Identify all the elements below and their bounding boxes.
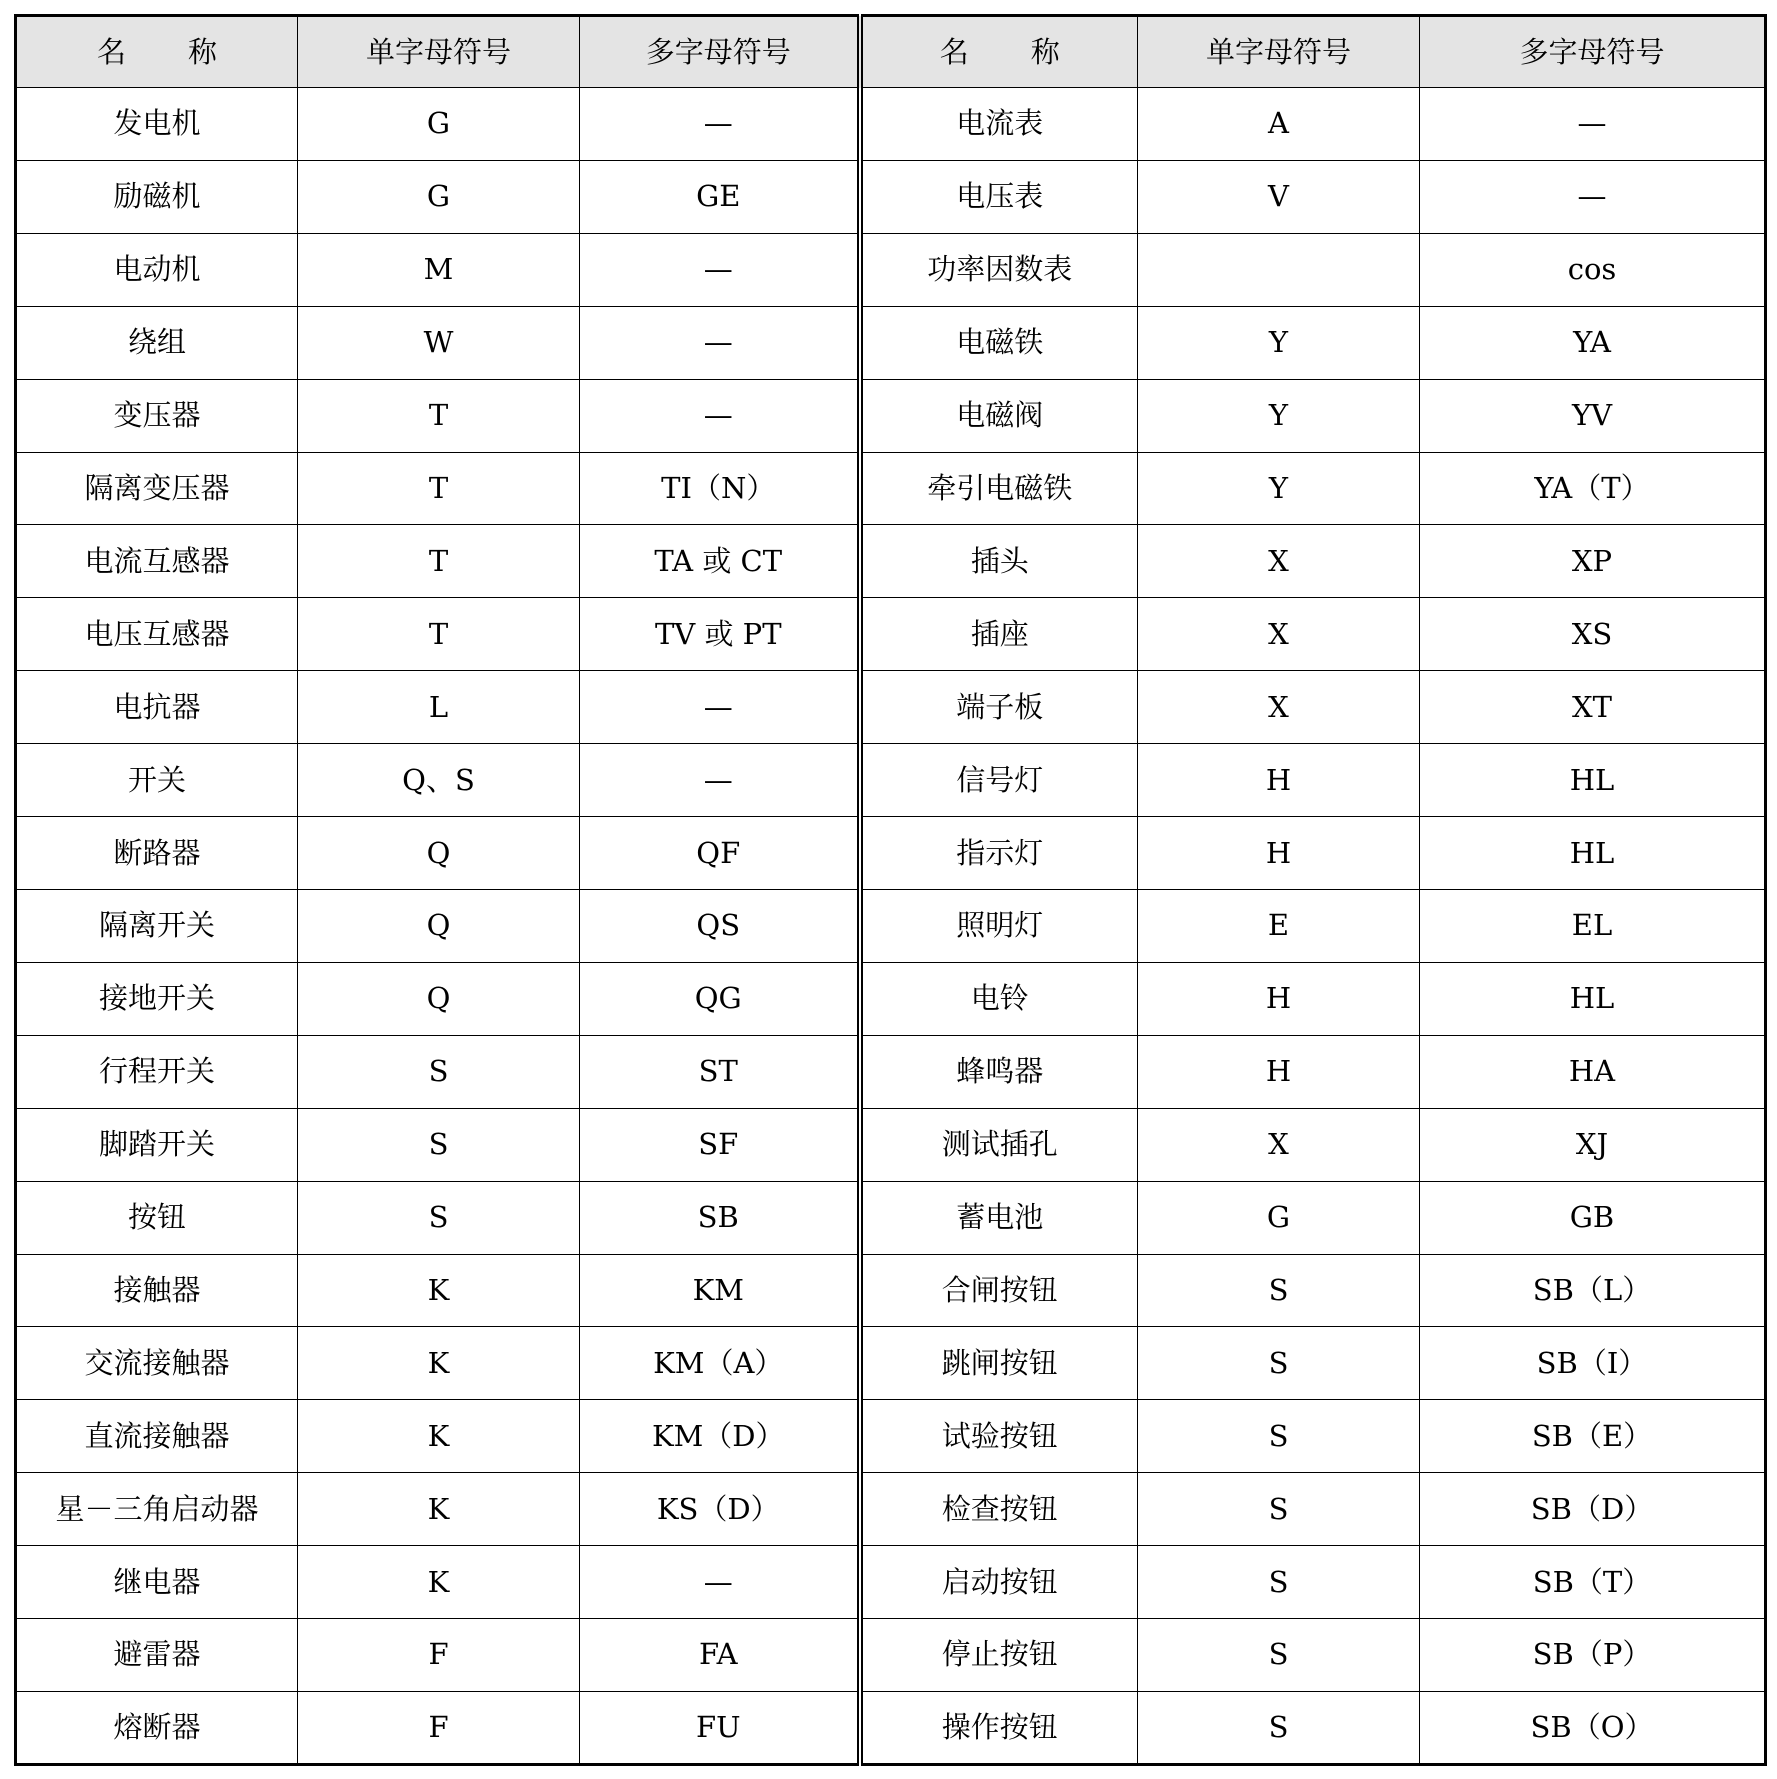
left-single-symbol-cell: Q、S <box>298 744 580 817</box>
left-name-cell: 行程开关 <box>16 1035 298 1108</box>
right-name-cell: 试验按钮 <box>860 1400 1138 1473</box>
left-single-symbol-cell: K <box>298 1400 580 1473</box>
left-multi-symbol-cell: KS（D） <box>580 1473 860 1546</box>
left-multi-symbol-cell: — <box>580 1546 860 1619</box>
right-multi-symbol-cell: SB（D） <box>1420 1473 1766 1546</box>
left-single-symbol-cell: Q <box>298 962 580 1035</box>
left-name-cell: 交流接触器 <box>16 1327 298 1400</box>
left-multi-symbol-cell: KM（A） <box>580 1327 860 1400</box>
left-name-cell: 电抗器 <box>16 671 298 744</box>
header-name-char-1: 名 <box>96 34 126 69</box>
right-multi-symbol-cell: SB（I） <box>1420 1327 1766 1400</box>
right-name-cell: 功率因数表 <box>860 233 1138 306</box>
left-single-symbol-cell: K <box>298 1473 580 1546</box>
left-name-cell: 接地开关 <box>16 962 298 1035</box>
right-multi-symbol-cell: YA <box>1420 306 1766 379</box>
right-multi-symbol-cell: SB（T） <box>1420 1546 1766 1619</box>
left-single-symbol-cell: T <box>298 525 580 598</box>
table-row <box>16 1181 1766 1254</box>
left-single-symbol-cell: Q <box>298 889 580 962</box>
right-multi-symbol-cell: — <box>1420 88 1766 161</box>
left-multi-symbol-cell: — <box>580 671 860 744</box>
left-name-cell: 按钮 <box>16 1181 298 1254</box>
right-single-symbol-cell: S <box>1138 1473 1420 1546</box>
right-name-cell: 插头 <box>860 525 1138 598</box>
right-multi-symbol-cell: YV <box>1420 379 1766 452</box>
right-multi-symbol-cell: HA <box>1420 1035 1766 1108</box>
left-single-symbol-cell: K <box>298 1327 580 1400</box>
left-name-cell: 避雷器 <box>16 1619 298 1692</box>
table-row <box>16 379 1766 452</box>
header-row <box>16 16 1766 88</box>
left-name-cell: 星－三角启动器 <box>16 1473 298 1546</box>
right-single-symbol-cell: V <box>1138 160 1420 233</box>
table-row <box>16 598 1766 671</box>
table-row <box>16 1400 1766 1473</box>
table-row <box>16 160 1766 233</box>
right-multi-symbol-cell: XT <box>1420 671 1766 744</box>
right-single-symbol-cell: G <box>1138 1181 1420 1254</box>
table-row <box>16 817 1766 890</box>
left-name-cell: 电流互感器 <box>16 525 298 598</box>
table-row <box>16 233 1766 306</box>
left-single-symbol-cell: L <box>298 671 580 744</box>
left-single-symbol-cell: T <box>298 598 580 671</box>
right-name-cell: 电磁铁 <box>860 306 1138 379</box>
right-name-cell: 测试插孔 <box>860 1108 1138 1181</box>
left-single-symbol-cell: S <box>298 1035 580 1108</box>
table-row <box>16 88 1766 161</box>
left-multi-symbol-cell: QS <box>580 889 860 962</box>
left-multi-symbol-cell: TV 或 PT <box>580 598 860 671</box>
right-multi-symbol-cell: cos <box>1420 233 1766 306</box>
left-name-cell: 接触器 <box>16 1254 298 1327</box>
left-multi-symbol-cell: QF <box>580 817 860 890</box>
left-name-cell: 励磁机 <box>16 160 298 233</box>
left-multi-symbol-cell: SF <box>580 1108 860 1181</box>
table-row <box>16 1546 1766 1619</box>
table-row <box>16 1473 1766 1546</box>
right-single-symbol-cell: Y <box>1138 306 1420 379</box>
right-name-cell: 信号灯 <box>860 744 1138 817</box>
left-single-symbol-cell: S <box>298 1108 580 1181</box>
right-name-cell: 检查按钮 <box>860 1473 1138 1546</box>
right-single-symbol-cell: S <box>1138 1254 1420 1327</box>
right-multi-symbol-cell: SB（L） <box>1420 1254 1766 1327</box>
left-multi-symbol-cell: ST <box>580 1035 860 1108</box>
left-name-cell: 熔断器 <box>16 1691 298 1764</box>
right-multi-symbol-cell: GB <box>1420 1181 1766 1254</box>
right-multi-symbol-cell: SB（O） <box>1420 1691 1766 1764</box>
left-multi-symbol-cell: — <box>580 233 860 306</box>
right-name-cell: 蓄电池 <box>860 1181 1138 1254</box>
electrical-symbol-table <box>14 14 1767 1766</box>
right-single-symbol-cell: S <box>1138 1691 1420 1764</box>
left-name-cell: 电动机 <box>16 233 298 306</box>
right-name-cell: 启动按钮 <box>860 1546 1138 1619</box>
right-multi-symbol-cell: XS <box>1420 598 1766 671</box>
left-name-cell: 脚踏开关 <box>16 1108 298 1181</box>
left-multi-symbol-cell: GE <box>580 160 860 233</box>
right-name-cell: 端子板 <box>860 671 1138 744</box>
right-name-cell: 电流表 <box>860 88 1138 161</box>
right-name-cell: 跳闸按钮 <box>860 1327 1138 1400</box>
right-single-symbol-cell: Y <box>1138 379 1420 452</box>
right-name-cell: 电铃 <box>860 962 1138 1035</box>
right-multi-symbol-cell: XJ <box>1420 1108 1766 1181</box>
left-name-cell: 电压互感器 <box>16 598 298 671</box>
header-name-char-2: 称 <box>188 34 218 69</box>
right-name-cell: 电压表 <box>860 160 1138 233</box>
left-multi-symbol-cell: — <box>580 306 860 379</box>
symbol-table-container <box>14 14 1764 1766</box>
right-single-symbol-cell: X <box>1138 1108 1420 1181</box>
right-single-symbol-cell: H <box>1138 1035 1420 1108</box>
right-single-symbol-cell: X <box>1138 525 1420 598</box>
left-name-cell: 断路器 <box>16 817 298 890</box>
right-multi-symbol-cell: YA（T） <box>1420 452 1766 525</box>
table-row <box>16 452 1766 525</box>
right-name-cell: 电磁阀 <box>860 379 1138 452</box>
right-multi-symbol-cell: SB（E） <box>1420 1400 1766 1473</box>
left-single-symbol-cell: K <box>298 1546 580 1619</box>
right-single-symbol-cell <box>1138 233 1420 306</box>
left-name-cell: 开关 <box>16 744 298 817</box>
table-body <box>16 88 1766 1765</box>
header-multi-left: 多字母符号 <box>580 16 860 88</box>
right-single-symbol-cell: H <box>1138 962 1420 1035</box>
right-multi-symbol-cell: HL <box>1420 817 1766 890</box>
table-row <box>16 1327 1766 1400</box>
right-single-symbol-cell: S <box>1138 1327 1420 1400</box>
table-row <box>16 1254 1766 1327</box>
left-single-symbol-cell: Q <box>298 817 580 890</box>
table-row <box>16 744 1766 817</box>
left-single-symbol-cell: T <box>298 379 580 452</box>
right-name-cell: 照明灯 <box>860 889 1138 962</box>
header-name-right <box>860 16 1138 88</box>
right-single-symbol-cell: E <box>1138 889 1420 962</box>
left-name-cell: 隔离开关 <box>16 889 298 962</box>
header-multi-right: 多字母符号 <box>1420 16 1766 88</box>
left-multi-symbol-cell: — <box>580 744 860 817</box>
right-name-cell: 插座 <box>860 598 1138 671</box>
right-name-cell: 合闸按钮 <box>860 1254 1138 1327</box>
right-single-symbol-cell: H <box>1138 744 1420 817</box>
right-multi-symbol-cell: SB（P） <box>1420 1619 1766 1692</box>
left-single-symbol-cell: G <box>298 88 580 161</box>
left-multi-symbol-cell: TA 或 CT <box>580 525 860 598</box>
header-single-left: 单字母符号 <box>298 16 580 88</box>
table-row <box>16 962 1766 1035</box>
right-single-symbol-cell: A <box>1138 88 1420 161</box>
right-name-cell: 牵引电磁铁 <box>860 452 1138 525</box>
right-single-symbol-cell: X <box>1138 671 1420 744</box>
table-row <box>16 306 1766 379</box>
table-row <box>16 525 1766 598</box>
header-single-right: 单字母符号 <box>1138 16 1420 88</box>
table-row <box>16 671 1766 744</box>
left-name-cell: 发电机 <box>16 88 298 161</box>
right-single-symbol-cell: S <box>1138 1546 1420 1619</box>
left-single-symbol-cell: M <box>298 233 580 306</box>
left-single-symbol-cell: W <box>298 306 580 379</box>
left-name-cell: 直流接触器 <box>16 1400 298 1473</box>
left-name-cell: 继电器 <box>16 1546 298 1619</box>
table-row <box>16 1691 1766 1764</box>
left-single-symbol-cell: T <box>298 452 580 525</box>
left-name-cell: 隔离变压器 <box>16 452 298 525</box>
right-single-symbol-cell: X <box>1138 598 1420 671</box>
table-row <box>16 889 1766 962</box>
right-name-cell: 蜂鸣器 <box>860 1035 1138 1108</box>
right-name-cell: 停止按钮 <box>860 1619 1138 1692</box>
left-single-symbol-cell: K <box>298 1254 580 1327</box>
header-name-left <box>16 16 298 88</box>
header-name-char-1: 名 <box>939 34 969 69</box>
right-multi-symbol-cell: XP <box>1420 525 1766 598</box>
left-name-cell: 绕组 <box>16 306 298 379</box>
right-name-cell: 指示灯 <box>860 817 1138 890</box>
left-multi-symbol-cell: FA <box>580 1619 860 1692</box>
left-multi-symbol-cell: FU <box>580 1691 860 1764</box>
left-single-symbol-cell: F <box>298 1619 580 1692</box>
right-multi-symbol-cell: HL <box>1420 744 1766 817</box>
left-multi-symbol-cell: KM（D） <box>580 1400 860 1473</box>
table-row <box>16 1035 1766 1108</box>
left-single-symbol-cell: G <box>298 160 580 233</box>
left-single-symbol-cell: F <box>298 1691 580 1764</box>
header-name-char-2: 称 <box>1030 34 1060 69</box>
table-row <box>16 1108 1766 1181</box>
left-multi-symbol-cell: SB <box>580 1181 860 1254</box>
left-multi-symbol-cell: QG <box>580 962 860 1035</box>
right-single-symbol-cell: S <box>1138 1619 1420 1692</box>
left-single-symbol-cell: S <box>298 1181 580 1254</box>
right-single-symbol-cell: H <box>1138 817 1420 890</box>
table-row <box>16 1619 1766 1692</box>
left-multi-symbol-cell: TI（N） <box>580 452 860 525</box>
left-multi-symbol-cell: KM <box>580 1254 860 1327</box>
left-name-cell: 变压器 <box>16 379 298 452</box>
right-name-cell: 操作按钮 <box>860 1691 1138 1764</box>
left-multi-symbol-cell: — <box>580 379 860 452</box>
right-multi-symbol-cell: EL <box>1420 889 1766 962</box>
right-single-symbol-cell: Y <box>1138 452 1420 525</box>
right-single-symbol-cell: S <box>1138 1400 1420 1473</box>
left-multi-symbol-cell: — <box>580 88 860 161</box>
right-multi-symbol-cell: HL <box>1420 962 1766 1035</box>
right-multi-symbol-cell: — <box>1420 160 1766 233</box>
